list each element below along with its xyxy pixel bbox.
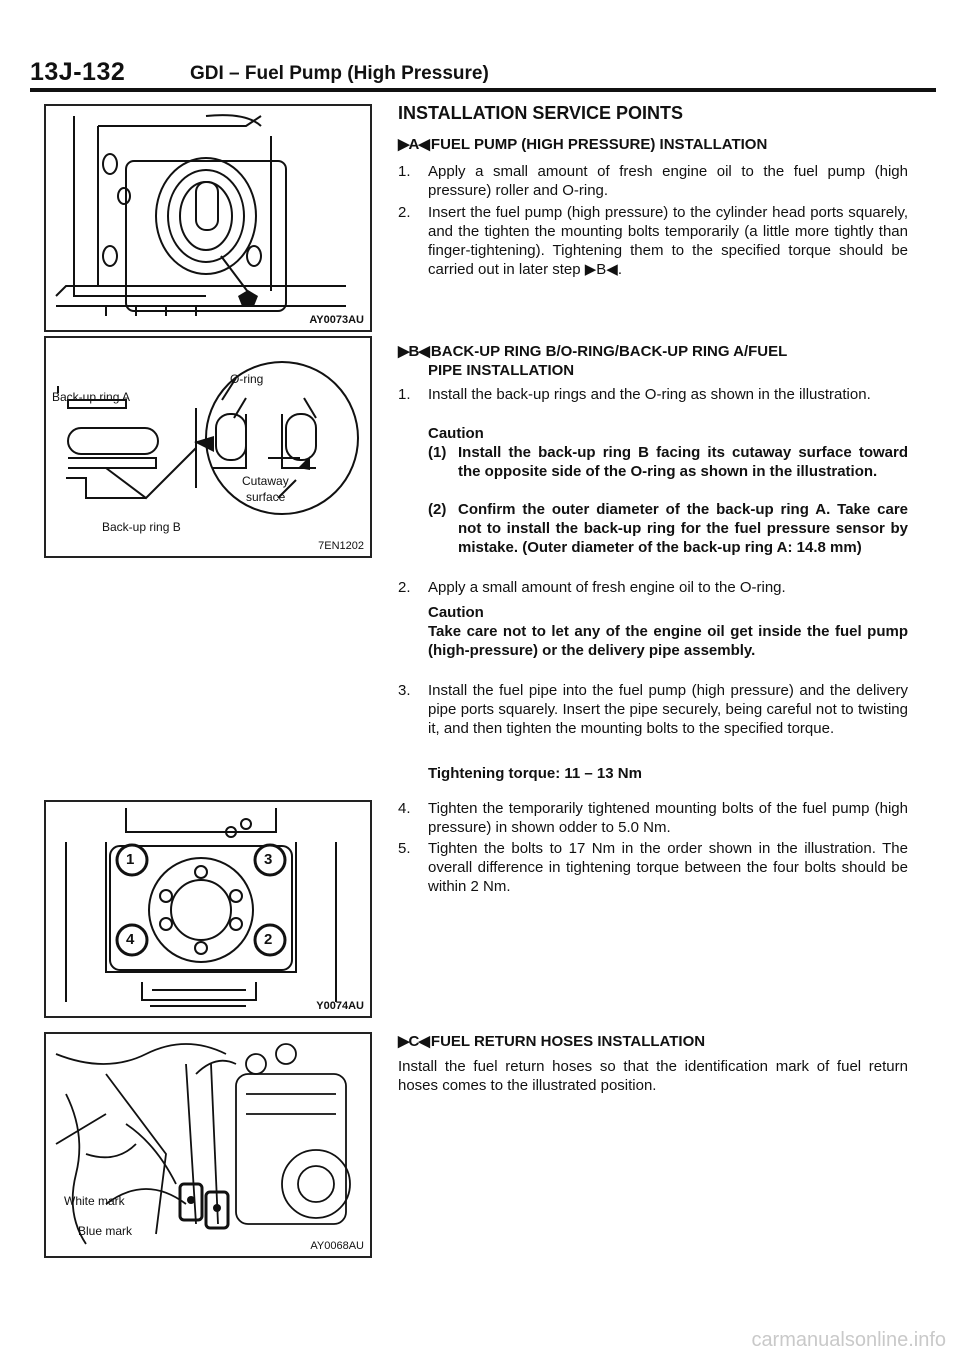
step-text: Insert the fuel pump (high pressure) to the cylinder head ports squarely, and the tighten the mounting bolts temporarily (a little more tightly than finger-tightening). Tightening them to the specified torque should be carried out in later step ▶B◀. — [428, 204, 908, 278]
figure-code: AY0068AU — [310, 1240, 364, 1252]
caution-item-1 — [428, 443, 908, 501]
sub-number: (2) — [428, 501, 447, 518]
step-b4 — [398, 799, 908, 839]
label-backup-ring-a: Back-up ring A — [52, 390, 131, 404]
bolt-order-drawing — [46, 802, 370, 1016]
return-hoses-drawing — [46, 1034, 370, 1256]
caution-label: Caution — [428, 604, 484, 621]
section-heading: INSTALLATION SERVICE POINTS — [398, 103, 684, 123]
section-a-text: FUEL PUMP (HIGH PRESSURE) INSTALLATION — [430, 136, 768, 153]
step-marker-a: ▶A◀ — [398, 136, 429, 153]
step-number: 4. — [398, 800, 411, 817]
label-surface: surface — [246, 490, 286, 504]
step-text: Tighten the temporarily tightened mounting bolts of the fuel pump (high pressure) in shown odder to 5.0 Nm. — [428, 800, 908, 836]
step-marker-c: ▶C◀ — [398, 1033, 429, 1050]
step-text: Apply a small amount of fresh engine oil to the fuel pump (high pressure) roller and O-ring. — [428, 163, 908, 199]
page-title: GDI – Fuel Pump (High Pressure) — [190, 63, 489, 84]
caution-item-2 — [428, 500, 908, 578]
label-white-mark: White mark — [64, 1194, 125, 1208]
figure-return-hoses — [44, 1032, 372, 1258]
caution-text: Take care not to let any of the engine oil get inside the fuel pump (high-pressure) or the delivery pipe assembly. — [428, 623, 908, 659]
bolt-number-2: 2 — [264, 931, 273, 948]
sub-text: Install the back-up ring B facing its cutaway surface toward the opposite side of the O-ring as shown in the illustration. — [458, 444, 908, 480]
figure-code: 7EN1202 — [318, 540, 364, 552]
section-a-title — [398, 135, 767, 154]
step-number: 2. — [398, 579, 411, 596]
step-number: 1. — [398, 163, 411, 180]
bolt-number-4: 4 — [126, 931, 135, 948]
section-c-text: FUEL RETURN HOSES INSTALLATION — [430, 1033, 706, 1050]
step-text: Tighten the bolts to 17 Nm in the order shown in the illustration. The overall difference in tightening torque between the four bolts should be within 2 Nm. — [428, 840, 908, 895]
step-b5 — [398, 839, 908, 899]
tightening-torque: Tightening torque: 11 – 13 Nm — [428, 765, 642, 782]
step-text: Apply a small amount of fresh engine oil to the O-ring. — [428, 579, 786, 596]
label-blue-mark: Blue mark — [78, 1224, 133, 1238]
section-b-text: BACK-UP RING B/O-RING/BACK-UP RING A/FUEL — [430, 343, 788, 360]
step-text: Install the back-up rings and the O-ring as shown in the illustration. — [428, 386, 871, 403]
step-number: 5. — [398, 840, 411, 857]
sub-number: (1) — [428, 444, 447, 461]
step-b3 — [398, 681, 908, 761]
section-c-title — [398, 1032, 705, 1051]
pump-mounting-drawing — [46, 106, 370, 330]
section-c-text-body: Install the fuel return hoses so that the identification mark of fuel return hoses comes to the illustrated position. — [398, 1058, 908, 1094]
header-rule — [30, 88, 936, 92]
step-b1 — [398, 385, 908, 425]
figure-pump-mounting — [44, 104, 372, 332]
step-number: 1. — [398, 386, 411, 403]
step-a1 — [398, 162, 908, 202]
page-number: 13J-132 — [30, 58, 126, 86]
step-b2 — [398, 578, 908, 598]
step-number: 3. — [398, 682, 411, 699]
step-marker-b: ▶B◀ — [398, 343, 429, 360]
label-backup-ring-b: Back-up ring B — [102, 520, 181, 534]
bolt-number-3: 3 — [264, 851, 273, 868]
figure-code: AY0073AU — [309, 314, 364, 326]
page-header — [30, 58, 936, 86]
figure-bolt-order — [44, 800, 372, 1018]
label-cutaway: Cutaway — [242, 474, 289, 488]
step-a2 — [398, 203, 908, 283]
step-number: 2. — [398, 204, 411, 221]
section-b-title-line2: PIPE INSTALLATION — [428, 362, 575, 379]
bolt-number-1: 1 — [126, 851, 135, 868]
watermark: carmanualsonline.info — [751, 1329, 946, 1351]
sub-text: Confirm the outer diameter of the back-up ring A. Take care not to install the back-up ring for the fuel pressure sensor by mistake. (Outer diameter of the back-up ring A: 14.8 mm) — [458, 501, 908, 556]
caution-label: Caution — [428, 425, 484, 442]
backup-rings-drawing — [46, 338, 370, 556]
figure-backup-rings — [44, 336, 372, 558]
figure-code: Y0074AU — [316, 1000, 364, 1012]
step-text: Install the fuel pipe into the fuel pump (high pressure) and the delivery pipe ports squarely. Insert the pipe securely, being careful not to twisting it, and then tighten the mounting bolts to the specified torque. — [428, 682, 908, 737]
section-b-title — [398, 342, 787, 361]
label-o-ring: O-ring — [230, 372, 264, 386]
